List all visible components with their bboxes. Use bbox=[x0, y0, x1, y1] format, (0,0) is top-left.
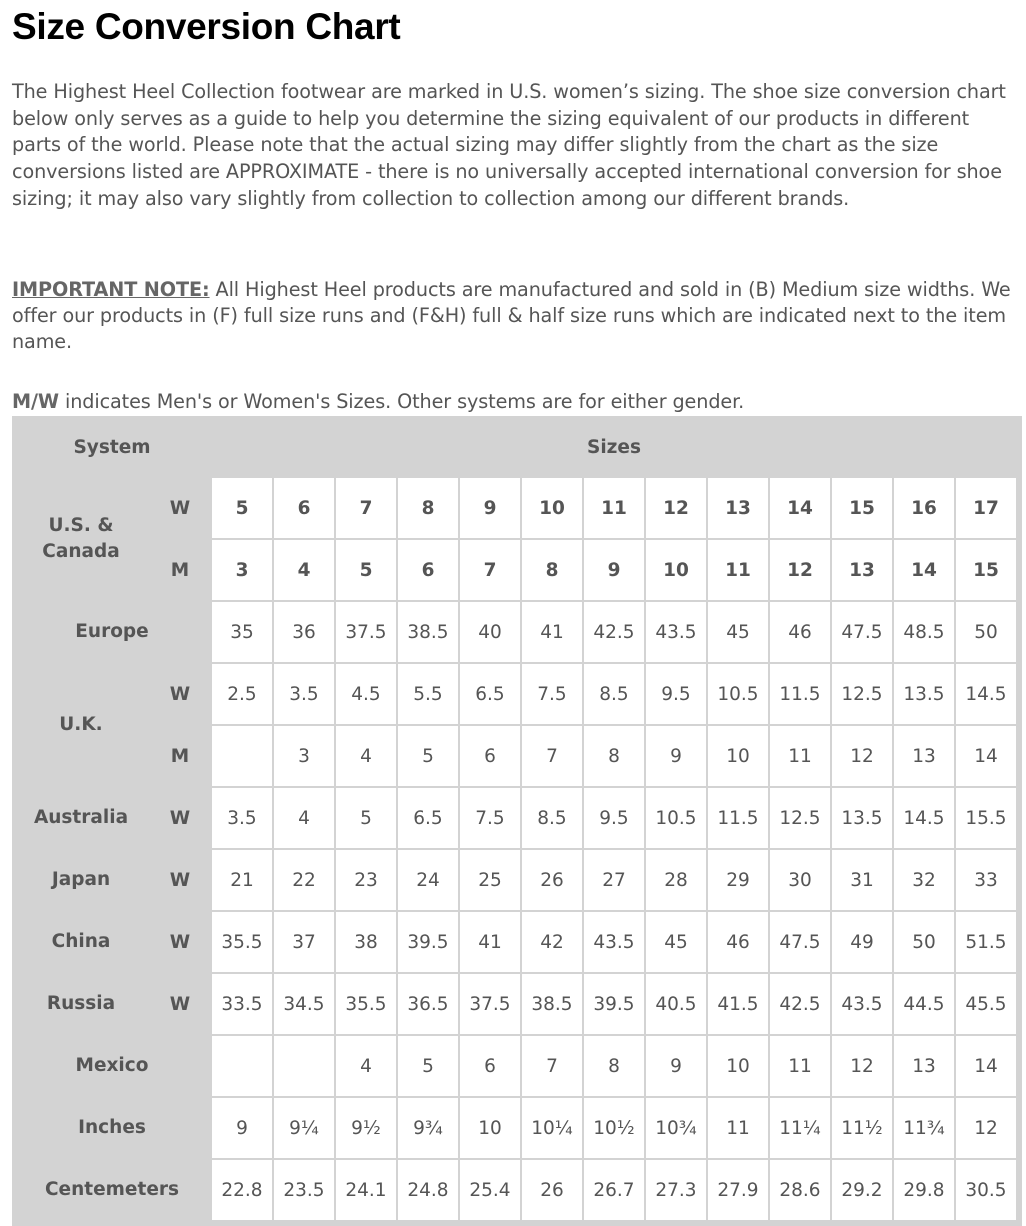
size-cell bbox=[212, 726, 272, 786]
mw-note-paragraph bbox=[12, 389, 1022, 416]
size-cell bbox=[212, 1036, 272, 1096]
header-sizes: Sizes bbox=[212, 418, 1016, 476]
size-cell: 12.5 bbox=[832, 664, 892, 724]
size-cell: 9 bbox=[212, 1098, 272, 1158]
system-label: U.K. bbox=[14, 664, 148, 786]
size-cell: 6 bbox=[460, 726, 520, 786]
table-row bbox=[14, 726, 1016, 786]
table-row bbox=[14, 1036, 1016, 1096]
size-cell: 40 bbox=[460, 602, 520, 662]
size-cell: 39.5 bbox=[584, 974, 644, 1034]
size-cell: 13.5 bbox=[894, 664, 954, 724]
important-note-paragraph bbox=[12, 277, 1022, 355]
size-cell: 47.5 bbox=[832, 602, 892, 662]
size-cell: 23.5 bbox=[274, 1160, 334, 1220]
size-cell: 5 bbox=[398, 726, 458, 786]
size-cell: 38 bbox=[336, 912, 396, 972]
size-cell: 14.5 bbox=[956, 664, 1016, 724]
size-cell: 38.5 bbox=[522, 974, 582, 1034]
size-cell: 25.4 bbox=[460, 1160, 520, 1220]
size-cell: 13 bbox=[894, 726, 954, 786]
mw-note-text: indicates Men's or Women's Sizes. Other systems are for either gender. bbox=[58, 390, 745, 413]
size-cell: 12 bbox=[832, 1036, 892, 1096]
size-cell: 5 bbox=[336, 788, 396, 848]
table-row bbox=[14, 664, 1016, 724]
size-cell: 30.5 bbox=[956, 1160, 1016, 1220]
size-cell: 45 bbox=[646, 912, 706, 972]
table-row bbox=[14, 788, 1016, 848]
size-cell: 4.5 bbox=[336, 664, 396, 724]
size-cell: 9.5 bbox=[584, 788, 644, 848]
size-cell: 40.5 bbox=[646, 974, 706, 1034]
size-cell: 24.1 bbox=[336, 1160, 396, 1220]
size-cell: 28.6 bbox=[770, 1160, 830, 1220]
size-cell: 37.5 bbox=[336, 602, 396, 662]
system-label: Russia bbox=[14, 974, 148, 1034]
gender-label: M bbox=[150, 726, 210, 786]
size-cell: 23 bbox=[336, 850, 396, 910]
size-cell: 8.5 bbox=[584, 664, 644, 724]
gender-label: W bbox=[150, 850, 210, 910]
table-row bbox=[14, 1160, 1016, 1220]
size-cell: 8 bbox=[584, 726, 644, 786]
table-row bbox=[14, 540, 1016, 600]
size-cell: 2.5 bbox=[212, 664, 272, 724]
table-row bbox=[14, 974, 1016, 1034]
size-cell: 42.5 bbox=[770, 974, 830, 1034]
size-cell: 8 bbox=[522, 540, 582, 600]
system-label: Centemeters bbox=[14, 1160, 210, 1220]
important-note-text: All Highest Heel products are manufactured and sold in (B) Medium size widths. We offer our products in (F) full size runs and (F&H) full & half size runs which are indicated next to the item name. bbox=[12, 278, 1011, 353]
table-row bbox=[14, 1098, 1016, 1158]
size-cell: 10.5 bbox=[708, 664, 768, 724]
size-cell: 11 bbox=[708, 540, 768, 600]
size-cell: 50 bbox=[956, 602, 1016, 662]
size-cell: 43.5 bbox=[832, 974, 892, 1034]
size-cell: 45 bbox=[708, 602, 768, 662]
size-cell: 24.8 bbox=[398, 1160, 458, 1220]
size-cell: 15 bbox=[832, 478, 892, 538]
size-cell: 8 bbox=[398, 478, 458, 538]
page-title: Size Conversion Chart bbox=[12, 6, 401, 47]
size-cell: 11.5 bbox=[708, 788, 768, 848]
size-cell: 12.5 bbox=[770, 788, 830, 848]
size-cell: 24 bbox=[398, 850, 458, 910]
table-row bbox=[14, 912, 1016, 972]
size-cell: 10.5 bbox=[646, 788, 706, 848]
size-cell: 38.5 bbox=[398, 602, 458, 662]
size-cell: 7 bbox=[522, 1036, 582, 1096]
size-cell: 15 bbox=[956, 540, 1016, 600]
size-cell: 3 bbox=[274, 726, 334, 786]
size-cell: 10¼ bbox=[522, 1098, 582, 1158]
size-cell: 35 bbox=[212, 602, 272, 662]
size-cell: 10 bbox=[646, 540, 706, 600]
size-cell: 50 bbox=[894, 912, 954, 972]
size-cell: 15.5 bbox=[956, 788, 1016, 848]
size-cell: 17 bbox=[956, 478, 1016, 538]
size-cell: 9 bbox=[584, 540, 644, 600]
size-cell: 32 bbox=[894, 850, 954, 910]
size-cell: 7 bbox=[460, 540, 520, 600]
size-cell: 11.5 bbox=[770, 664, 830, 724]
size-cell: 26 bbox=[522, 1160, 582, 1220]
size-cell: 6 bbox=[460, 1036, 520, 1096]
size-cell: 11 bbox=[770, 1036, 830, 1096]
table-row bbox=[14, 850, 1016, 910]
size-cell: 33.5 bbox=[212, 974, 272, 1034]
size-cell: 34.5 bbox=[274, 974, 334, 1034]
size-cell: 6.5 bbox=[398, 788, 458, 848]
size-cell: 9¾ bbox=[398, 1098, 458, 1158]
size-cell bbox=[274, 1036, 334, 1096]
size-cell: 22 bbox=[274, 850, 334, 910]
size-conversion-table-container bbox=[12, 416, 1022, 1226]
size-cell: 9.5 bbox=[646, 664, 706, 724]
size-cell: 28 bbox=[646, 850, 706, 910]
size-cell: 27 bbox=[584, 850, 644, 910]
size-cell: 5 bbox=[398, 1036, 458, 1096]
size-cell: 51.5 bbox=[956, 912, 1016, 972]
size-cell: 10¾ bbox=[646, 1098, 706, 1158]
size-cell: 12 bbox=[832, 726, 892, 786]
gender-label: W bbox=[150, 478, 210, 538]
size-cell: 39.5 bbox=[398, 912, 458, 972]
size-cell: 3 bbox=[212, 540, 272, 600]
size-cell: 21 bbox=[212, 850, 272, 910]
size-cell: 8.5 bbox=[522, 788, 582, 848]
size-cell: 46 bbox=[770, 602, 830, 662]
size-cell: 43.5 bbox=[646, 602, 706, 662]
size-cell: 12 bbox=[646, 478, 706, 538]
size-cell: 11¾ bbox=[894, 1098, 954, 1158]
size-cell: 4 bbox=[274, 540, 334, 600]
size-cell: 10 bbox=[460, 1098, 520, 1158]
header-system: System bbox=[14, 418, 210, 476]
size-cell: 29.8 bbox=[894, 1160, 954, 1220]
size-cell: 10½ bbox=[584, 1098, 644, 1158]
gender-label: W bbox=[150, 912, 210, 972]
size-cell: 25 bbox=[460, 850, 520, 910]
size-cell: 14.5 bbox=[894, 788, 954, 848]
size-cell: 11 bbox=[708, 1098, 768, 1158]
size-cell: 11 bbox=[584, 478, 644, 538]
size-cell: 46 bbox=[708, 912, 768, 972]
size-cell: 31 bbox=[832, 850, 892, 910]
size-cell: 9 bbox=[460, 478, 520, 538]
gender-label: W bbox=[150, 974, 210, 1034]
size-cell: 10 bbox=[708, 726, 768, 786]
size-cell: 13 bbox=[708, 478, 768, 538]
table-row bbox=[14, 602, 1016, 662]
gender-label: M bbox=[150, 540, 210, 600]
size-cell: 41 bbox=[460, 912, 520, 972]
size-cell: 14 bbox=[956, 1036, 1016, 1096]
size-cell: 13.5 bbox=[832, 788, 892, 848]
size-cell: 3.5 bbox=[212, 788, 272, 848]
system-label: Mexico bbox=[14, 1036, 210, 1096]
size-cell: 14 bbox=[770, 478, 830, 538]
size-cell: 47.5 bbox=[770, 912, 830, 972]
size-cell: 9 bbox=[646, 1036, 706, 1096]
size-cell: 11 bbox=[770, 726, 830, 786]
size-cell: 10 bbox=[708, 1036, 768, 1096]
size-cell: 37 bbox=[274, 912, 334, 972]
system-label: China bbox=[14, 912, 148, 972]
size-cell: 6.5 bbox=[460, 664, 520, 724]
size-cell: 37.5 bbox=[460, 974, 520, 1034]
size-cell: 11¼ bbox=[770, 1098, 830, 1158]
gender-label: W bbox=[150, 788, 210, 848]
size-cell: 12 bbox=[770, 540, 830, 600]
size-cell: 7 bbox=[336, 478, 396, 538]
size-cell: 29 bbox=[708, 850, 768, 910]
system-label: U.S. & Canada bbox=[14, 478, 148, 600]
size-cell: 14 bbox=[894, 540, 954, 600]
size-cell: 7 bbox=[522, 726, 582, 786]
size-cell: 4 bbox=[336, 726, 396, 786]
size-cell: 27.3 bbox=[646, 1160, 706, 1220]
gender-label: W bbox=[150, 664, 210, 724]
mw-label: M/W bbox=[12, 390, 59, 413]
size-cell: 14 bbox=[956, 726, 1016, 786]
size-cell: 13 bbox=[832, 540, 892, 600]
size-cell: 26 bbox=[522, 850, 582, 910]
size-cell: 42.5 bbox=[584, 602, 644, 662]
size-cell: 12 bbox=[956, 1098, 1016, 1158]
size-cell: 9 bbox=[646, 726, 706, 786]
important-note-label: IMPORTANT NOTE: bbox=[12, 278, 210, 301]
size-cell: 13 bbox=[894, 1036, 954, 1096]
size-cell: 35.5 bbox=[212, 912, 272, 972]
system-label: Australia bbox=[14, 788, 148, 848]
size-cell: 48.5 bbox=[894, 602, 954, 662]
size-cell: 33 bbox=[956, 850, 1016, 910]
size-cell: 36 bbox=[274, 602, 334, 662]
size-cell: 41 bbox=[522, 602, 582, 662]
table-row bbox=[14, 478, 1016, 538]
size-cell: 44.5 bbox=[894, 974, 954, 1034]
size-cell: 11½ bbox=[832, 1098, 892, 1158]
intro-paragraph: The Highest Heel Collection footwear are marked in U.S. women’s sizing. The shoe size conversion chart below only serves as a guide to help you determine the sizing equivalent of our products in different parts of the world. Please note that the actual sizing may differ slightly from the chart as the size conversions listed are APPROXIMATE - there is no universally accepted international conversion for shoe sizing; it may also vary slightly from collection to collection among our different brands. bbox=[12, 80, 1006, 210]
system-label: Europe bbox=[14, 602, 210, 662]
system-label: Japan bbox=[14, 850, 148, 910]
size-cell: 42 bbox=[522, 912, 582, 972]
size-cell: 45.5 bbox=[956, 974, 1016, 1034]
size-cell: 43.5 bbox=[584, 912, 644, 972]
size-cell: 27.9 bbox=[708, 1160, 768, 1220]
size-cell: 22.8 bbox=[212, 1160, 272, 1220]
size-cell: 9½ bbox=[336, 1098, 396, 1158]
size-cell: 26.7 bbox=[584, 1160, 644, 1220]
size-cell: 6 bbox=[274, 478, 334, 538]
size-cell: 29.2 bbox=[832, 1160, 892, 1220]
system-label: Inches bbox=[14, 1098, 210, 1158]
size-cell: 16 bbox=[894, 478, 954, 538]
size-cell: 7.5 bbox=[460, 788, 520, 848]
size-cell: 3.5 bbox=[274, 664, 334, 724]
size-cell: 5.5 bbox=[398, 664, 458, 724]
size-cell: 30 bbox=[770, 850, 830, 910]
size-cell: 35.5 bbox=[336, 974, 396, 1034]
size-cell: 41.5 bbox=[708, 974, 768, 1034]
size-cell: 8 bbox=[584, 1036, 644, 1096]
size-cell: 9¼ bbox=[274, 1098, 334, 1158]
size-cell: 36.5 bbox=[398, 974, 458, 1034]
size-conversion-table bbox=[12, 416, 1018, 1222]
size-cell: 6 bbox=[398, 540, 458, 600]
size-cell: 49 bbox=[832, 912, 892, 972]
size-cell: 4 bbox=[336, 1036, 396, 1096]
size-cell: 5 bbox=[336, 540, 396, 600]
size-cell: 5 bbox=[212, 478, 272, 538]
size-cell: 4 bbox=[274, 788, 334, 848]
size-cell: 7.5 bbox=[522, 664, 582, 724]
size-cell: 10 bbox=[522, 478, 582, 538]
